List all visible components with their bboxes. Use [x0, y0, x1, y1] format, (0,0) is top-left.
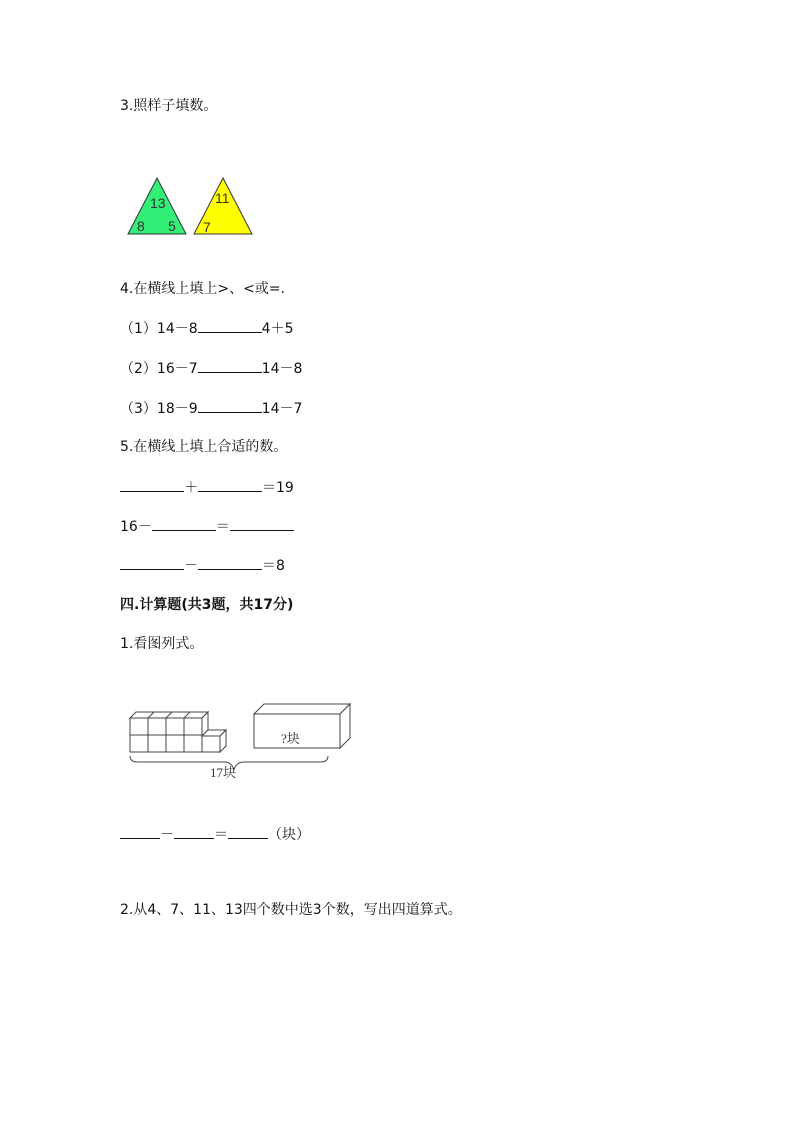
unknown-box-label: ?块	[281, 731, 300, 746]
triangle-yellow-top: 11	[215, 190, 230, 206]
s4-q1-blank-c[interactable]	[228, 824, 268, 839]
q5-title: 5.在横线上填上合适的数。	[120, 439, 288, 455]
q5-eq-1-eq: ＝19	[262, 480, 294, 496]
blocks-figure	[124, 700, 354, 786]
q4-item-2-right: 14－8	[261, 361, 303, 377]
q5-eq-3-blank-a[interactable]	[120, 555, 184, 570]
s4-q1-blank-a[interactable]	[120, 824, 160, 839]
q4-item-3	[120, 398, 302, 419]
q4-item-3-right: 14－7	[261, 401, 303, 417]
s4-q2-title: 2.从4、7、11、13四个数中选3个数，写出四道算式。	[120, 902, 462, 918]
triangle-green-left: 8	[137, 218, 145, 234]
total-label: 17块	[210, 765, 237, 780]
q5-eq-1-blank-b[interactable]	[198, 477, 262, 492]
s4-q1-title: 1.看图列式。	[120, 636, 204, 652]
q5-eq-3-blank-b[interactable]	[198, 555, 262, 570]
q5-eq-2-blank-a[interactable]	[152, 516, 216, 531]
q4-item-1-blank[interactable]	[198, 318, 262, 333]
q4-title: 4.在横线上填上>、<或=.	[120, 281, 285, 297]
q4-item-2	[120, 358, 302, 379]
q4-item-1	[120, 318, 293, 339]
triangle-green-right: 5	[168, 218, 176, 234]
q4-item-1-left: 14－8	[156, 321, 198, 337]
s4-q1-minus: －	[160, 827, 174, 843]
q5-eq-2-eq: ＝	[215, 519, 230, 535]
triangle-yellow-left: 7	[203, 219, 211, 235]
q4-item-2-num: （2）	[120, 361, 157, 377]
s4-q1-unit: （块）	[268, 827, 310, 843]
triangle-green-top: 13	[150, 195, 166, 211]
section-4-heading: 四.计算题(共3题，共17分)	[120, 597, 294, 613]
q5-eq-2	[120, 516, 294, 537]
s4-q1-blank-b[interactable]	[174, 824, 214, 839]
q4-item-2-blank[interactable]	[198, 358, 262, 373]
q5-eq-1	[120, 477, 294, 498]
cube-stack	[130, 712, 226, 752]
q4-item-1-num: （1）	[120, 321, 157, 337]
q4-item-3-num: （3）	[120, 401, 157, 417]
q4-item-1-right: 4＋5	[261, 321, 294, 337]
q4-item-3-blank[interactable]	[198, 398, 262, 413]
s4-q1-answer	[120, 824, 310, 845]
q5-eq-1-blank-a[interactable]	[120, 477, 184, 492]
q4-item-2-left: 16－7	[156, 361, 198, 377]
q4-item-3-left: 18－9	[156, 401, 198, 417]
number-triangles-figure	[126, 176, 256, 238]
q5-eq-1-op: ＋	[184, 480, 198, 496]
q5-eq-3-eq: ＝8	[262, 558, 285, 574]
q5-eq-2-prefix: 16－	[120, 519, 152, 535]
q3-title: 3.照样子填数。	[120, 98, 218, 114]
s4-q1-equals: ＝	[214, 827, 228, 843]
q5-eq-2-blank-b[interactable]	[230, 516, 294, 531]
unknown-box	[254, 704, 350, 748]
q5-eq-3	[120, 555, 285, 576]
q5-eq-3-op: －	[184, 558, 198, 574]
